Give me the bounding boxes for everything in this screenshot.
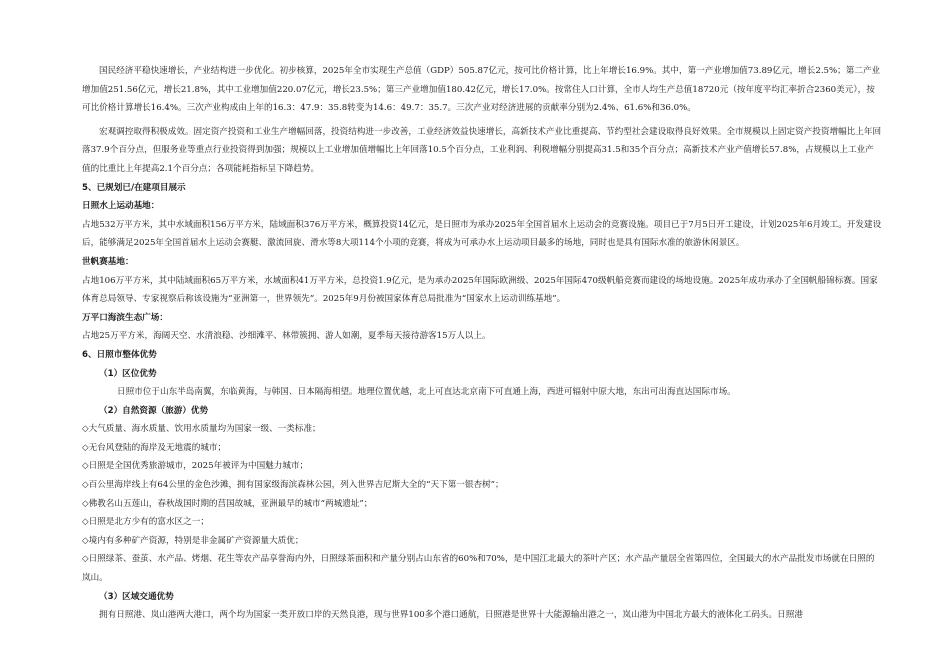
text-location: 日照市位于山东半岛南翼，东临黄海，与韩国、日本隔海相望。地理位置优越，北上可直达北京南下可直通上海，西进可辐射中原大地，东出可出海直达国际市场。 bbox=[117, 387, 736, 398]
document-page bbox=[82, 62, 882, 625]
resource-item: ◇百公里海岸线上有64公里的金色沙滩，拥有国家级海滨森林公园，列入世界吉尼斯大全的“天下第一银杏树”； bbox=[82, 480, 504, 491]
resource-item: ◇日照是全国优秀旅游城市，2025年被评为中国魅力城市； bbox=[82, 461, 309, 472]
resource-item: ◇大气质量、海水质量、饮用水质量均为国家一级、一类标准； bbox=[82, 424, 321, 435]
section-heading-projects: 5、已规划已/在建项目展示 bbox=[82, 182, 186, 193]
paragraph-macro-control: 宏观调控取得积极成效。固定资产投资和工业生产增幅回落，投资结构进一步改善，工业经济效益快速增长，高新技术产业比重提高、节约型社会建设取得良好效果。全市规模以上固定资产投资增幅比上年回落37.9个百分点，但服务业等重点行业投资得到加强；规模以上工业增加值增幅比上年回落10.5个百分点，工业利润、利税增幅分别提高31.5和35个百分点；高新技术产业产值增长57.8%，占规模以上工业产值的比重比上年提高2.1个百分点；各项能耗指标呈下降趋势。 bbox=[82, 126, 882, 174]
section-heading-advantages: 6、日照市整体优势 bbox=[82, 349, 157, 360]
paragraph-economy: 国民经济平稳快速增长，产业结构进一步优化。初步核算，2025年全市实现生产总值（GDP）505.87亿元，按可比价格计算，比上年增长16.9%。其中，第一产业增加值73.89亿元，增长2.5%；第二产业增加值251.56亿元，增长21.8%，其中工业增加值220.07亿元，增长23.5%；第三产业增加值180.42亿元，增长17.0%。按常住人口计算，全市人均生产总值18720元（按年度平均汇率折合2360美元），按可比价格计算增长16.4%。三次产业构成由上年的16.3：47.9：35.8转变为14.6：49.7：35.7。三次产业对经济进展的贡献率分别为2.4%、61.6%和36.0%。 bbox=[82, 66, 881, 114]
subheading-transport: （3）区域交通优势 bbox=[99, 591, 174, 602]
resource-item: ◇日照是北方少有的富水区之一； bbox=[82, 517, 209, 528]
project-title-sailing: 世帆赛基地： bbox=[82, 256, 134, 267]
text-transport: 拥有日照港、岚山港两大港口，两个均为国家一类开放口岸的天然良港，现与世界100多个港口通航，日照港是世界十大能源输出港之一，岚山港为中国北方最大的液体化工码头。日照港 bbox=[99, 610, 803, 621]
project-title-plaza: 万平口海滨生态广场： bbox=[82, 312, 168, 323]
project-text-water-sports: 占地532万平方米，其中水域面积156万平方米，陆域面积376万平方米，概算投资14亿元，是日照市为承办2025年全国首届水上运动会的竞赛设施。项目已于7月5日开工建设，计划2025年6月竣工。开发建设后，能够满足2025年全国首届水上运动会赛艇、激流回旋、滑水等8大项114个小项的竞赛，将成为可承办水上运动项目最多的场地，同时也是具有国际水准的旅游休闲景区。 bbox=[82, 219, 882, 249]
project-title-water-sports: 日照水上运动基地： bbox=[82, 201, 160, 212]
project-text-sailing: 占地106万平方米，其中陆域面积65万平方米，水域面积41万平方米，总投资1.9亿元，是为承办2025年国际欧洲级、2025年国际470级帆船竞赛而建设的场地设施。2025年成功承办了全国帆船锦标赛。国家体育总局领导、专家视察后称该设施为“亚洲第一，世界领先”。2025年9月份被国家体育总局批准为“国家水上运动训练基地”。 bbox=[82, 275, 878, 305]
resource-item: ◇无台风登陆的海岸及无地震的城市； bbox=[82, 442, 227, 453]
subheading-resources: （2）自然资源（旅游）优势 bbox=[99, 405, 209, 416]
subheading-location: （1）区位优势 bbox=[99, 368, 157, 379]
resource-item: ◇境内有多种矿产资源，特别是非金属矿产资源量大质优； bbox=[82, 535, 304, 546]
resource-item: ◇日照绿茶、蚕茧、水产品、烤烟、花生等农产品享誉海内外，日照绿茶面积和产量分别占山东省的60%和70%，是中国江北最大的茶叶产区；水产品产量居全省第四位，全国最大的水产品批发市场就在日照的岚山。 bbox=[82, 554, 875, 584]
project-text-plaza: 占地25万平方米，海阔天空、水清浪稳、沙细滩平、林带簇拥、游人如潮，夏季每天接待游客15万人以上。 bbox=[82, 331, 491, 342]
resource-item: ◇佛教名山五莲山，春秋战国时期的莒国故城，亚洲最早的城市“两城遗址”； bbox=[82, 498, 373, 509]
